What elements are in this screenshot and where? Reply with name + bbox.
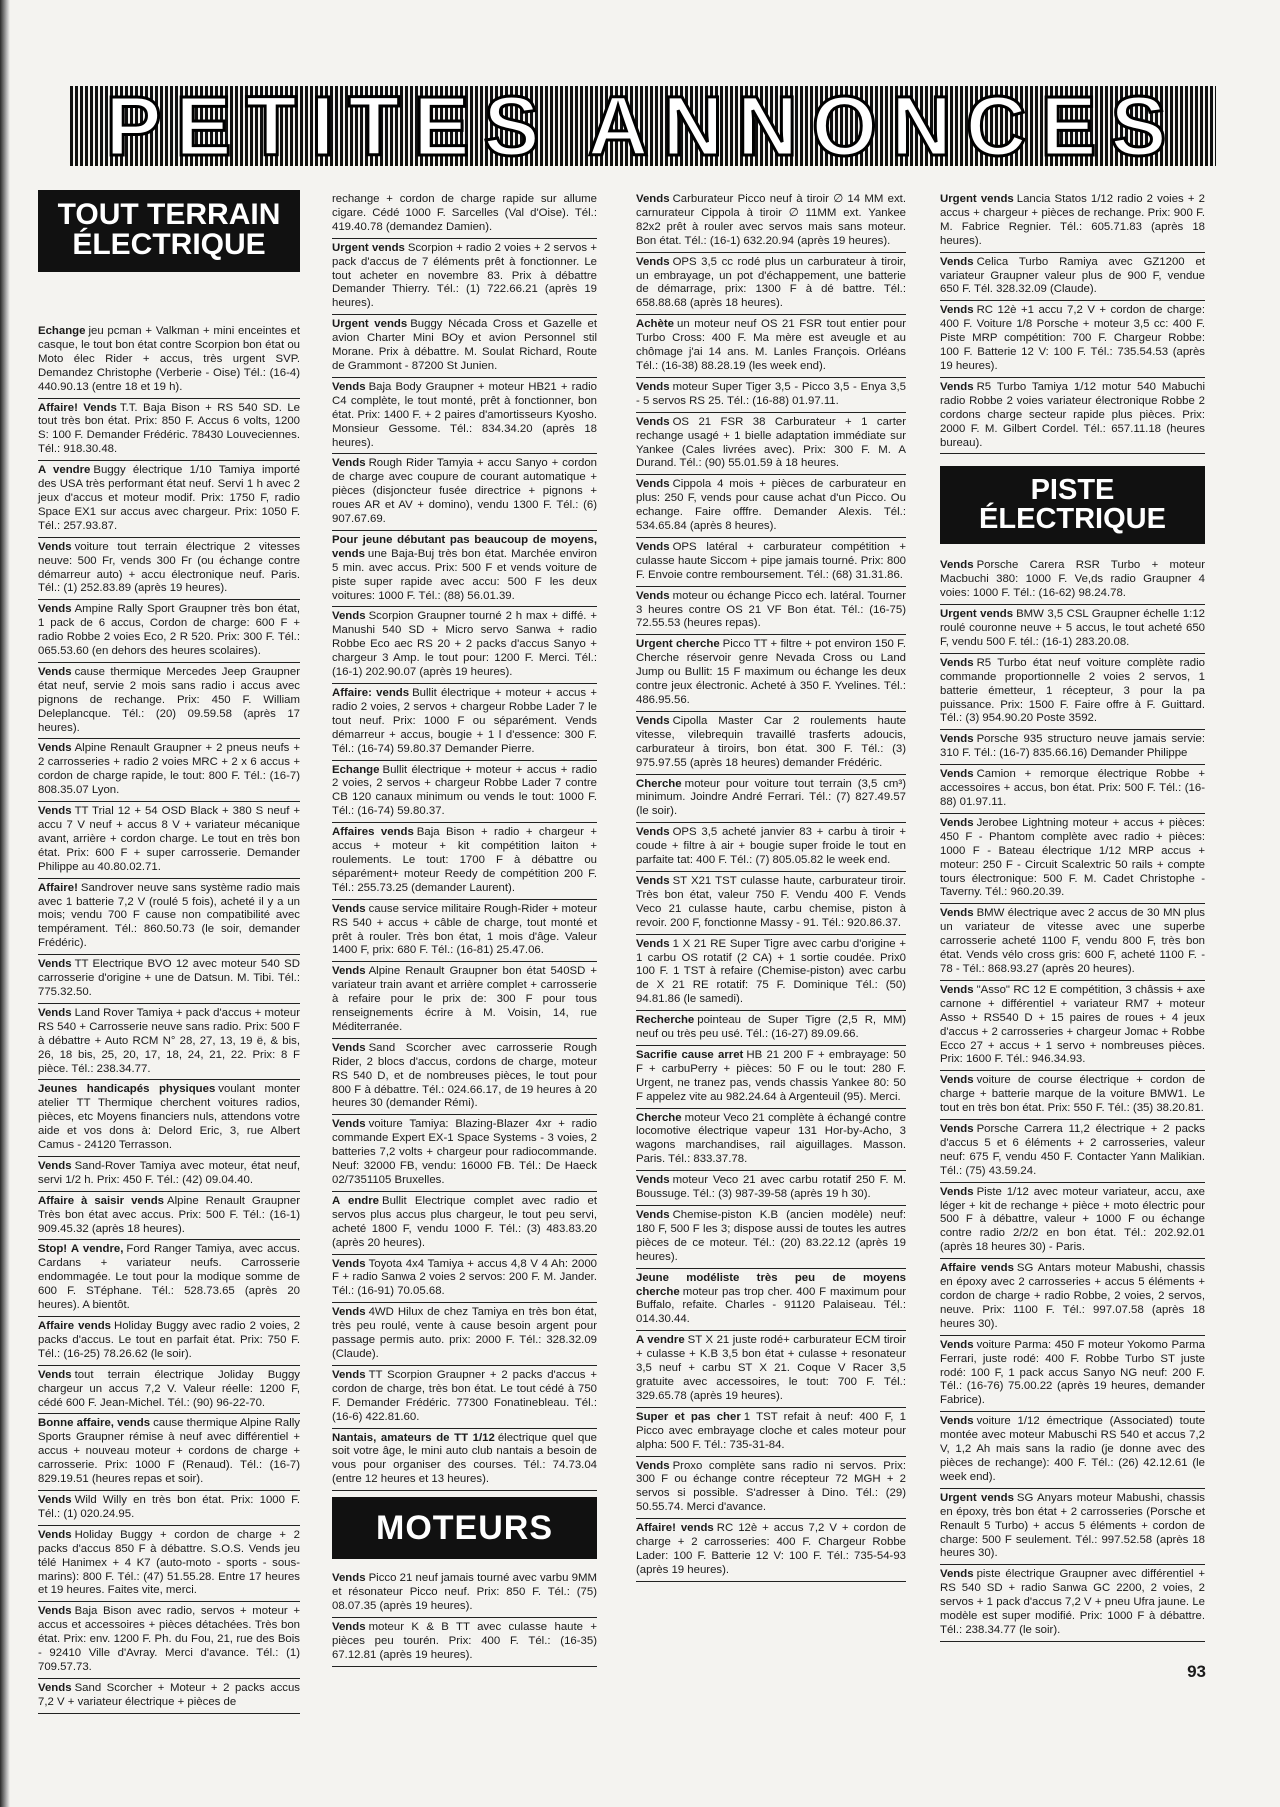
ad-text: Proxo complète sans radio ni servos. Prix: 300 F ou échange contre récepteur 72 MGH + 2 servos si possible. S'adresser à Dino. Tél.: (29) 50.55.74. Merci d'avance. bbox=[636, 1459, 906, 1514]
ad-text: jeu pcman + Valkman + mini enceintes et casque, le tout bon état contre Scorpion bon état ou Moto élec Rider + accus, très urgent SVP. Demandez Christophe (Verberie - Oise) Tél.: (16-4) 440.90.13 (entre 18 et 19 h). bbox=[38, 325, 300, 393]
ad-lead: Vends bbox=[332, 1257, 366, 1270]
ad-text: voiture tout terrain électrique 2 vitesses neuve: 500 Fr, vends 300 Fr (ou échange contre démarreur auto) + accu électronique neuf. Paris. Tél.: (1) 252.83.89 (après 19 heures). bbox=[38, 540, 300, 595]
ad-text: Alpine Renault Graupner bon état 540SD + variateur train avant et arrière complet + carrosserie à refaire pour le prix de: 300 F pour tous renseignements écrire à M. Voisin, 14, rue Méditerranée. bbox=[332, 965, 597, 1033]
classified-ad bbox=[38, 739, 300, 802]
ad-lead: Vends bbox=[940, 907, 974, 920]
ad-text: piste électrique Graupner avec différentiel + RS 540 SD + radio Sanwa GC 2200, 2 voies, 2 servos + 1 pack d'accus 7,2 V + pneu Ufra jaune. Le modèle est super modifié. Prix: 1000 F à débattre. Tél.: 238.34.77 (le soir). bbox=[940, 1568, 1205, 1636]
ad-lead: Nantais, amateurs de TT 1/12 bbox=[332, 1431, 495, 1444]
classified-ad bbox=[332, 454, 597, 531]
ad-text: BMW 3,5 CSL Graupner échelle 1:12 roulé couronne neuve + 5 accus, le tout acheté 650 F, vendu 500 F. tél.: (16-1) 283.20.08. bbox=[940, 608, 1205, 648]
ad-lead: Urgent vends bbox=[940, 193, 1014, 205]
classified-ad bbox=[332, 1618, 597, 1667]
ad-lead: Vends bbox=[940, 1415, 974, 1428]
ad-text: cause service militaire Rough-Rider + moteur RS 540 + accus + câble de charge, tout monté et prêt à rouler. Très bon état, 1 mois d'âge. Valeur 1400 F, prix: 680 F. Tél.: (16-81) 25.47.06. bbox=[332, 902, 597, 957]
ad-lead: Vends bbox=[636, 193, 670, 205]
classified-ad bbox=[636, 1206, 906, 1269]
ad-text: Cipolla Master Car 2 roulements haute vitesse, vilebrequin travaillé trasferts adoucis, carburateur à tiroirs, bon état. 300 F. Tél.: (3) 975.97.55 (après 18 heures) demander Frédéric. bbox=[636, 714, 906, 769]
ad-lead: Vends bbox=[940, 380, 974, 393]
ad-text: SG Antars moteur Mabushi, chassis en époxy avec 2 carrosseries + accus 5 éléments + cordon de charge + radio Robbe, 2 voies, 2 servos, neuve. Prix: 1100 F. Tél.: 997.07.58 (après 18 heures 30). bbox=[940, 1262, 1205, 1330]
classified-ad bbox=[38, 1526, 300, 1603]
classified-ad bbox=[38, 802, 300, 879]
ad-text: HB 21 200 F + embrayage: 50 F + carbuPerry + pièces: 50 F ou le tout: 280 F. Urgent, ne tranez pas, vends chassis Yankee 80: 50 F appelez vite au 982.24.64 à Argenteuil (95). Merci. bbox=[636, 1048, 906, 1103]
ad-text: OS 21 FSR 38 Carburateur + 1 carter rechange usagé + 1 bielle adaptation immédiate sur Yankee (Cales livrées avec). Prix: 300 F. M. A Durand. Tél.: (90) 55.01.59 à 18 heures. bbox=[636, 415, 906, 470]
classified-ad bbox=[332, 1039, 597, 1116]
classified-ad bbox=[636, 775, 906, 824]
ad-lead: Vends bbox=[332, 1620, 366, 1633]
ad-lead: Vends bbox=[38, 1493, 72, 1506]
classified-ad bbox=[38, 955, 300, 1004]
ad-text: 1 X 21 RE Super Tigre avec carbu d'origine + 1 carbu OS rotatif (2 CA) + 1 sortie coudée. Prix0 100 F. 1 TST à refaire (Chemise-piston) avec carbu de X 21 RE rotatif: 75 F. Dominique Tél.: (50) 94.81.86 (le samedi). bbox=[636, 937, 906, 1006]
ad-text: Picco 21 neuf jamais tourné avec varbu 9MM et résonateur Picco neuf. Prix: 850 F. Tél.: (75) 08.07.35 (après 19 heures). bbox=[332, 1572, 597, 1612]
ad-lead: Vends bbox=[636, 874, 670, 887]
classified-ad bbox=[636, 872, 906, 935]
ad-lead: Vends bbox=[636, 415, 670, 428]
classified-ad bbox=[332, 684, 597, 761]
ad-text: Buggy électrique 1/10 Tamiya importé des USA très performant état neuf. Servi 1 h avec 2 jeux d'accus et moteur modif. Prix: 1750 F, radio Space EX1 sur accus avec chargeur. Prix: 1050 F. Tél.: 257.93.87. bbox=[38, 464, 300, 532]
ad-text: Bullit électrique + moteur + accus + radio 2 voies, 2 servos + chargeur Robbe Lader 7 le tout neuf. Prix: 1000 F ou séparément. Vends démarreur + accus, bougie + 1 l d'essence: 300 F. Tél.: (16-74) 59.80.37 Demander Pierre. bbox=[332, 687, 597, 755]
ad-lead: Achète bbox=[636, 318, 674, 331]
classified-ad bbox=[636, 1171, 906, 1206]
ad-text: moteur pas trop cher. 400 F maximum pour Buffalo, refaite. Charles - 91120 Palaiseau. Tél.: 014.30.44. bbox=[636, 1285, 906, 1326]
classified-ad bbox=[332, 962, 597, 1039]
ad-text: Alpine Renault Graupner + 2 pneus neufs + 2 carrosseries + radio 2 voies MRC + 2 x 6 accus + cordon de charge rapide, le tout: 800 F. Tél.: (16-7) 808.35.07 Lyon. bbox=[38, 742, 300, 797]
ad-lead: Vends bbox=[636, 1174, 670, 1187]
ad-text: Lancia Statos 1/12 radio 2 voies + 2 accus + chargeur + pièces de rechange. Prix: 900 F. M. Fabrice Regnier. Tél.: 605.71.83 (après 18 heures). bbox=[940, 193, 1205, 247]
classified-ad bbox=[38, 1157, 300, 1192]
ad-lead: Vends bbox=[940, 304, 974, 317]
ad-text: OPS latéral + carburateur compétition + culasse haute Siccom + pipe jamais tourné. Prix: 800 F. Envoie contre remboursement. Tél.: (68) 31.31.86. bbox=[636, 540, 906, 581]
ad-text: Picco TT + filtre + pot environ 150 F. Cherche réservoir genre Nevada Cross ou Land Jump ou Bullit: 15 F maximum ou échange les deux contre jeux électronic. Acheté à 350 F. Yvelines. Tél.: 486.95.56. bbox=[636, 638, 906, 706]
classified-ad bbox=[332, 1255, 597, 1304]
ad-text: T.T. Baja Bison + RS 540 SD. Le tout très bon état. Prix: 850 F. Accus 6 volts, 1200 S: 100 F. Demander Frédéric. 78430 Louveciennes. Tél.: 918.30.48. bbox=[38, 401, 300, 456]
ad-lead: Jeunes handicapés physiques bbox=[38, 1083, 216, 1096]
classified-ad bbox=[38, 322, 300, 399]
classified-ad bbox=[38, 1004, 300, 1081]
ad-text: Chemise-piston K.B (ancien modèle) neuf: 180 F, 500 F les 3; dispose aussi de toutes les autres pièces de ce moteur. Tél.: (20) 83.22.12 (après 19 heures). bbox=[636, 1209, 906, 1263]
ad-text: R5 Turbo Tamiya 1/12 motur 540 Mabuchi radio Robbe 2 voies variateur électronique Robbe 2 cordons charge secteur rapide plus pièces. Prix: 2000 F. M. Gilbert Cordel. Tél.: 657.11.18 (heures bureau). bbox=[940, 380, 1205, 449]
column-1 bbox=[38, 190, 300, 1714]
ad-lead: Vends bbox=[940, 983, 974, 996]
classified-ad bbox=[940, 730, 1205, 765]
classified-ad bbox=[38, 1080, 300, 1157]
ad-list-piste bbox=[940, 556, 1205, 1641]
ad-text: Land Rover Tamiya + pack d'accus + moteur RS 540 + Carrosserie neuve sans radio. Prix: 500 F à débattre + Auto RCM N° 28, 27, 13, 19 ë, & bis, 26, 18 bis, 25, 20, 17, 18, 24, 21, 22. Prix: 8 F pièce. Tél.: 238.34.77. bbox=[38, 1006, 300, 1075]
ad-text: Porsche 935 structuro neuve jamais servie: 310 F. Tél.: (16-7) 835.66.16) Demander Philippe bbox=[940, 733, 1205, 760]
ad-text: moteur ou échange Picco ech. latéral. Tourner 3 heures contre OS 21 VF Bon état. Tél.: (16-75) 72.55.53 (heures repas). bbox=[636, 589, 906, 630]
ad-lead: Vends bbox=[332, 1368, 366, 1381]
classified-ad bbox=[332, 315, 597, 378]
classified-ad bbox=[636, 1046, 906, 1109]
classified-ad bbox=[636, 1109, 906, 1172]
classified-ad bbox=[332, 1429, 597, 1492]
classified-ad bbox=[940, 605, 1205, 654]
classified-ad bbox=[38, 1192, 300, 1241]
ad-text: moteur Super Tiger 3,5 - Picco 3,5 - Enya 3,5 - 5 servos RS 25. Tél.: (16-88) 01.97.11. bbox=[636, 380, 906, 407]
ad-text: Baja Bison + radio + chargeur + accus + moteur + kit compétition laiton + roulements. Le tout: 1700 F à débattre ou séparément+ moteur Reedy de compétition 200 F. Tél.: 255.73.25 (demander Laurent). bbox=[332, 826, 597, 894]
classified-ad bbox=[38, 1366, 300, 1415]
ad-lead: Vends bbox=[940, 1185, 974, 1198]
ad-lead: Urgent vends bbox=[940, 608, 1014, 621]
classified-ad bbox=[38, 879, 300, 956]
ad-lead: Vends bbox=[636, 937, 670, 950]
ad-lead: Affaire vends bbox=[940, 1262, 1014, 1275]
ad-text: BMW électrique avec 2 accus de 30 MN plus un variateur de vitesse avec une superbe carrosserie acheté 1100 F, vendu 800 F, très bon état. Vends vélo cross gris: 600 F, acheté 1100 F. - 78 - Tél.: 868.93.27 (après 20 heures). bbox=[940, 907, 1205, 975]
column-3 bbox=[636, 190, 906, 1582]
ad-text: cause thermique Mercedes Jeep Graupner état neuf, servie 2 mois sans radio i accus avec pignons de rechange. Prix: 450 F. William Deleplancque. Tél.: (20) 09.59.58 (après 17 heures). bbox=[38, 665, 300, 734]
column-2 bbox=[332, 190, 597, 1667]
ad-lead: Vends bbox=[38, 540, 72, 553]
classified-ad bbox=[940, 378, 1205, 455]
ad-lead: Vends bbox=[940, 1123, 974, 1136]
ad-lead: Vends bbox=[38, 1368, 72, 1381]
ad-text: un moteur neuf OS 21 FSR tout entier pour Turbo Cross: 400 F. Ma mère est aveugle et au chômage j'ai 14 ans. M. Lanles François. Orléans Tél.: (16-38) 88.28.19 (les week end). bbox=[636, 318, 906, 372]
ad-lead: Vends bbox=[636, 380, 670, 393]
classified-ad bbox=[38, 399, 300, 462]
ad-text: pointeau de Super Tigre (2,5 R, MM) neuf ou très peu usé. Tél.: (16-27) 89.09.66. bbox=[636, 1014, 906, 1041]
classified-ad bbox=[940, 1071, 1205, 1120]
classified-ad bbox=[940, 301, 1205, 378]
ad-lead: Vends bbox=[38, 1006, 72, 1019]
ad-text: voiture de course électrique + cordon de charge + batterie marque de la voiture BMW1. Le tout en très bon état. Prix: 550 F. Tél.: (35) 38.20.81. bbox=[940, 1074, 1205, 1115]
ad-lead: Vends bbox=[636, 478, 670, 491]
classified-ad bbox=[636, 413, 906, 476]
classified-ad bbox=[38, 1491, 300, 1526]
classified-ad bbox=[636, 1269, 906, 1332]
classified-ad bbox=[38, 600, 300, 663]
ad-lead: Vends bbox=[940, 733, 974, 746]
classified-ad bbox=[636, 935, 906, 1012]
classified-ad bbox=[636, 1519, 906, 1582]
ad-lead: Vends bbox=[332, 1041, 366, 1054]
ad-text: Sand Scorcher avec carrosserie Rough Rider, 2 blocs d'accus, cordons de charge, moteur RS 540 D, et de nombreuses pièces, le tout pour 800 F à débattre. Tél.: 024.66.17, de 19 heures à 20 heures 30 (demander Rémi). bbox=[332, 1041, 597, 1110]
section-header-moteurs: MOTEURS bbox=[332, 1497, 597, 1559]
classified-ad bbox=[940, 1565, 1205, 1642]
classified-ad bbox=[38, 1240, 300, 1317]
ad-lead: Vends bbox=[636, 589, 670, 602]
classified-ad bbox=[332, 1115, 597, 1192]
ad-lead: Cherche bbox=[636, 1111, 682, 1124]
ad-lead: Vends bbox=[332, 1306, 366, 1319]
ad-lead: A vendre bbox=[636, 1334, 685, 1347]
ad-text: Baja Bison avec radio, servos + moteur + accus et accessoires + pièces détachées. Très bon état. Prix: env. 1200 F. Ph. du Fou, 21, rue des Bois - 92410 Ville d'Avray. Merci d'avance. Tél.: (1) 709.57.73. bbox=[38, 1605, 300, 1673]
classified-ad bbox=[940, 1183, 1205, 1260]
ad-lead: Vends bbox=[332, 457, 366, 470]
ad-text: rechange + cordon de charge rapide sur allume cigare. Cédé 1000 F. Sarcelles (Val d'Oise). Tél.: 419.40.78 (demandez Damien). bbox=[332, 193, 597, 233]
ad-text: OPS 3,5 cc rodé plus un carburateur à tiroir, un embrayage, un pot d'échappement, une batterie de démarrage, prix: 1300 F à dé battre. Tél.: 658.88.68 (après 18 heures). bbox=[636, 255, 906, 310]
ad-lead: Vends bbox=[940, 1338, 974, 1351]
ad-lead: Cherche bbox=[636, 777, 682, 790]
ad-text: TT Trial 12 + 54 OSD Black + 380 S neuf + accu 7 V neuf + accus 8 V + variateur mécanique avant, arrière + cordon charge. Le tout en très bon état. Prix: 600 F + super carrosserie. Demander Philippe au 40.80.02.71. bbox=[38, 805, 300, 873]
ad-lead: Vends bbox=[940, 656, 974, 669]
ad-text: électrique quel que soit votre âge, le mini auto club nantais a besoin de vous pour organiser des courses. Tél.: 74.73.04 (entre 12 heures et 13 heures). bbox=[332, 1431, 597, 1486]
ad-lead: Vends bbox=[332, 610, 366, 623]
ad-text: SG Anyars moteur Mabushi, chassis en époxy, très bon état + 2 carrosseries (Porsche et Renault 5 Turbo) + accus 5 éléments + cordon de charge: 500 F seulement. Tél.: 997.52.58 (après 18 heures 30). bbox=[940, 1491, 1205, 1560]
ad-text: voiture Tamiya: Blazing-Blazer 4xr + radio commande Expert EX-1 Space Systems - 3 voies, 2 batteries 7,2 volts + chargeur pour radiocommande. Neuf: 32000 FB, vendu: 16000 FB. Tél.: De Haeck 02/7351105 Bruxelles. bbox=[332, 1118, 597, 1186]
ad-lead: Bonne affaire, vends bbox=[38, 1417, 151, 1430]
classified-ad bbox=[332, 239, 597, 316]
ad-lead: A vendre bbox=[38, 464, 91, 477]
ad-lead: Affaire: vends bbox=[332, 687, 410, 699]
ad-lead: Vends bbox=[940, 768, 974, 781]
ad-lead: Vends bbox=[940, 1074, 974, 1087]
ad-lead: Vends bbox=[940, 255, 974, 268]
ad-text: 1 TST refait à neuf: 400 F, 1 Picco avec embrayage cloche et cales moteur pour alpha: 500 F. Tél.: 735-31-84. bbox=[636, 1410, 906, 1451]
ad-lead: Urgent vends bbox=[940, 1491, 1014, 1504]
ad-text: Jerobee Lightning moteur + accus + pièces: 450 F - Phantom complète avec radio + pièces: 1000 F - Bateau électrique 1/12 MRP accus + moteur: 250 F - Circuit Scalextric 50 rails + compte tours électronique: 500 F. M. Cadet Christophe - Taverny. Tél.: 960.20.39. bbox=[940, 816, 1205, 899]
section-header-piste: PISTE ÉLECTRIQUE bbox=[940, 466, 1205, 544]
section-header-tout-terrain: TOUT TERRAIN ÉLECTRIQUE bbox=[38, 190, 300, 272]
ad-lead: Vends bbox=[332, 902, 366, 915]
ad-lead: Vends bbox=[636, 826, 670, 839]
ad-lead: Vends bbox=[636, 540, 670, 553]
ad-lead: Vends bbox=[636, 1209, 670, 1221]
ad-lead: Vends bbox=[38, 603, 72, 616]
ad-text: Piste 1/12 avec moteur variateur, accu, axe léger + kit de rechange + pièce + moto électric pour 500 F à débattre, valeur + 1000 F ou échange contre radio 2/2/2 en bon état. Tél.: 202.92.01 (après 18 heures 30) - Paris. bbox=[940, 1185, 1205, 1254]
ad-lead: Vends bbox=[38, 1605, 72, 1618]
ad-text: Scorpion + radio 2 voies + 2 servos + pack d'accus de 7 éléments prêt à fonctionner. Le tout acheter en novembre 83. Prix à débattre Demander Thierry. Tél.: (1) 722.66.21 (après 19 heures). bbox=[332, 241, 597, 310]
ad-text: moteur Veco 21 avec carbu rotatif 250 F. M. Boussuge. Tél.: (3) 987-39-58 (après 19 h 30). bbox=[636, 1174, 906, 1201]
ad-text: Ampine Rally Sport Graupner très bon état, 1 pack de 6 accus, Cordon de charge: 600 F + radio Robbe 2 voies Eco, 2 R 520. Prix: 300 F. Tél.: 065.53.60 (en dehors des heures scolaires). bbox=[38, 603, 300, 658]
ad-text: Bullit électrique + moteur + accus + radio 2 voies, 2 servos + chargeur Robbe Lader 7 contre CB 120 canaux minimum ou vends le tout: 1000 F. Tél.: (16-74) 59.80.37. bbox=[332, 763, 597, 818]
classified-ad bbox=[38, 1679, 300, 1714]
ad-text: moteur Veco 21 complète à échangé contre locomotive électrique vapeur 131 Hor-by-Acho, 3 wagons marchandises, rail aiguillages. Masson. Paris. Tél.: 833.37.78. bbox=[636, 1111, 906, 1166]
ad-text: moteur K & B TT avec culasse haute + pièces peu tourén. Prix: 400 F. Tél.: (16-35) 67.12.81 (après 19 heures). bbox=[332, 1620, 597, 1661]
ad-list-moteurs bbox=[332, 1569, 597, 1666]
ad-lead: Echange bbox=[38, 325, 86, 337]
classified-ad bbox=[940, 814, 1205, 904]
ad-text: "Asso" RC 12 E compétition, 3 châssis + axe carnone + différentiel + variateur RM7 + moteur Asso + RS540 D + 15 paires de roues + 4 jeux d'accus + 2 carrosseries + chargeur Jomac + Robbe Ecco 27 + accus + 1 servo + nombreuses pièces. Prix: 1600 F. Tél.: 946.34.93. bbox=[940, 983, 1205, 1066]
ad-text: Ford Ranger Tamiya, avec accus. Cardans + variateur neufs. Carrosserie endommagée. Le tout pour la modique somme de 600 F. STéphane. Tél.: 528.73.65 (après 20 heures). A bientôt. bbox=[38, 1243, 300, 1312]
ad-lead: Vends bbox=[940, 1568, 974, 1581]
ad-text: Holiday Buggy + cordon de charge + 2 packs d'accus 850 F à débattre. S.O.S. Vends jeu télé Hanimex + 4 K7 (auto-moto - sports - sous-marins): 800 F. Tél.: (47) 51.55.28. Entre 17 heures et 19 heures. Faites vite, merci. bbox=[38, 1528, 300, 1597]
classified-ad bbox=[38, 1602, 300, 1679]
classified-ad bbox=[940, 556, 1205, 605]
ad-lead: Vends bbox=[332, 965, 366, 978]
ad-text: voulant monter atelier TT Thermique cherchent voitures radios, pièces, etc Moyens financiers nuls, attendons votre aide et vos dons à: Delord Eric, 3, rue Albert Camus - 24120 Terrasson. bbox=[38, 1083, 300, 1152]
classified-ad bbox=[940, 1120, 1205, 1183]
ad-lead: Vends bbox=[38, 1681, 72, 1694]
ad-lead: Vends bbox=[636, 1459, 670, 1472]
ad-text: R5 Turbo état neuf voiture complète radio commande proportionnelle 2 voies 2 servos, 1 batterie émetteur, 1 récepteur, 3 pour la pa puissance. Prix: 1500 F. Faire offre à F. Guittard. Tél.: (3) 954.90.20 Poste 3592. bbox=[940, 656, 1205, 725]
classified-ad bbox=[636, 712, 906, 775]
ad-text: OPS 3,5 acheté janvier 83 + carbu à tiroir + coude + filtre à air + bougie super froide le tout en parfaite tat: 400 F. Tél.: (7) 805.05.82 le week end. bbox=[636, 826, 906, 867]
ad-lead: Vends bbox=[940, 816, 974, 829]
ad-lead: Vends bbox=[38, 805, 72, 818]
ad-list-tout-terrain-cont bbox=[332, 190, 597, 1491]
ad-text: Rough Rider Tamyia + accu Sanyo + cordon de charge avec coupure de courant automatique + pièces (disjoncteur fusée directrice + pignons + roues AR et AV + domino), vendu 1300 F. Tél.: (6) 907.67.69. bbox=[332, 457, 597, 526]
ad-lead: Sacrifie cause arret bbox=[636, 1048, 744, 1061]
ad-text: une Baja-Buj très bon état. Marchée environ 5 min. avec accus. Prix: 500 F et vends voiture de piste super rapide avec accu: 500 F les deux voitures: 1000 F. Tél.: (88) 56.01.39. bbox=[332, 547, 597, 602]
classified-ad bbox=[940, 1259, 1205, 1336]
ad-text: Wild Willy en très bon état. Prix: 1000 F. Tél.: (1) 020.24.95. bbox=[38, 1493, 300, 1520]
ad-list-moteurs-cont bbox=[636, 190, 906, 1582]
ad-lead: Urgent vends bbox=[332, 241, 405, 254]
classified-ad bbox=[940, 765, 1205, 814]
classified-ad bbox=[636, 1331, 906, 1408]
ad-text: voiture 1/12 émectrique (Associated) toute montée avec moteur Mabuschi RS 540 et accus 7,2 V, 1,2 Ah mais sans la radio (je donne avec des pièces de rechange): 400 F. Tél.: (26) 42.12.61 (le week end). bbox=[940, 1415, 1205, 1483]
ad-text: voiture Parma: 450 F moteur Yokomo Parma Ferrari, juste rodé: 400 F. Robbe Turbo ST juste rodé: 100 F, 1 pack accus Sanyo NG neuf: 200 F. Tél.: (16-76) 75.00.22 (après 19 heures, demander Fabrice). bbox=[940, 1338, 1205, 1407]
ad-lead: Urgent cherche bbox=[636, 638, 720, 651]
ad-list-tout-terrain bbox=[38, 322, 300, 1714]
ad-lead: Vends bbox=[38, 1528, 72, 1541]
ad-lead: Vends bbox=[332, 1118, 366, 1131]
ad-text: Bullit Electrique complet avec radio et servos plus accus plus chargeur, le tout peu servi, acheté 1800 F, vendu 1000 F. Tél.: (3) 483.83.20 (après 20 heures). bbox=[332, 1194, 597, 1249]
classified-ad bbox=[940, 654, 1205, 731]
classified-ad bbox=[636, 378, 906, 413]
ad-text: Sandrover neuve sans système radio mais avec 1 batterie 7,2 V (roulé 5 fois), acheté il y a un mois; vendu 700 F cause non compatibilité avec tempérament. Tél.: 860.50.73 (le soir, demander Frédéric). bbox=[38, 881, 300, 950]
classified-ad bbox=[636, 823, 906, 872]
classified-ad bbox=[38, 1317, 300, 1366]
classified-ad bbox=[940, 1336, 1205, 1413]
ad-text: tout terrain électrique Joliday Buggy chargeur un accus 7,2 V. Valeur réelle: 1200 F, cédé 600 F. Jean-Michel. Tél.: (90) 96-22-70. bbox=[38, 1368, 300, 1409]
ad-text: Alpine Renault Graupner Très bon état avec accus. Prix: 500 F. Tél.: (16-1) 909.45.32 (après 18 heures). bbox=[38, 1194, 300, 1235]
classified-ad bbox=[332, 1366, 597, 1429]
classified-ad bbox=[332, 378, 597, 455]
classified-ad bbox=[332, 823, 597, 900]
ad-text: cause thermique Alpine Rally Sports Graupner rémise à neuf avec différentiel + accus + nouveau moteur + cordons de charge + carrosserie. Prix: 1000 F (Renaud). Tél.: (16-7) 829.19.51 (heures repas et soir). bbox=[38, 1417, 300, 1486]
ad-text: ST X21 TST culasse haute, carburateur tiroir. Très bon état, valeur 750 F. Vendu 400 F. Vends Veco 21 culasse haute, carbu chemise, piston à revoir. 200 F, fonctionne Massy - 91. Tél.: 920.86.37. bbox=[636, 874, 906, 929]
ad-text: TT Electrique BVO 12 avec moteur 540 SD carrosserie d'origine + une de Datsun. M. Tibi. Tél.: 775.32.50. bbox=[38, 958, 300, 998]
ad-lead: Echange bbox=[332, 763, 380, 776]
classified-ad bbox=[940, 981, 1205, 1071]
classified-ad bbox=[38, 461, 300, 538]
classified-ad bbox=[636, 635, 906, 712]
ad-lead: Vends bbox=[332, 380, 366, 393]
classified-ad bbox=[636, 190, 906, 253]
ad-lead: Affaires vends bbox=[332, 826, 414, 839]
classified-ad bbox=[332, 1303, 597, 1366]
page-title bbox=[70, 86, 1216, 166]
ad-text: Sand-Rover Tamiya avec moteur, état neuf, servi 1/2 h. Prix: 450 F. Tél.: (42) 09.04.40. bbox=[38, 1159, 300, 1186]
ad-text: Toyota 4x4 Tamiya + accus 4,8 V 4 Ah: 2000 F + radio Sanwa 2 voies 2 servos: 200 F. M. Jander. Tél.: (16-91) 70.05.68. bbox=[332, 1257, 597, 1298]
classified-ad bbox=[332, 1192, 597, 1255]
ad-lead: Affaire! bbox=[38, 881, 78, 894]
ad-lead: Pour jeune débutant pas beaucoup de moyens, vends bbox=[332, 533, 597, 560]
ad-lead: Vends bbox=[38, 1159, 72, 1172]
ad-lead: Vends bbox=[636, 255, 670, 268]
ad-lead: Vends bbox=[332, 1572, 366, 1585]
column-4 bbox=[940, 190, 1205, 1642]
ad-text: Holiday Buggy avec radio 2 voies, 2 packs d'accus. Le tout en parfait état. Prix: 750 F. Tél.: (16-25) 78.26.62 (le soir). bbox=[38, 1320, 300, 1360]
ad-lead: Jeune modéliste très peu de moyens cherche bbox=[636, 1271, 906, 1298]
ad-text: Cippola 4 mois + pièces de carburateur en plus: 250 F, vends pour cause achat d'un Picco. Ou echange. Faire offfre. Demander Alexis. Tél.: 534.65.84 (après 8 heures). bbox=[636, 478, 906, 533]
ad-lead: Affaire! vends bbox=[636, 1522, 714, 1535]
ad-lead: Vends bbox=[636, 714, 670, 727]
classified-ad bbox=[636, 1011, 906, 1046]
ad-list-moteurs-end bbox=[940, 190, 1205, 454]
classified-ad bbox=[636, 253, 906, 316]
classified-ad bbox=[38, 663, 300, 740]
ad-lead: Recherche bbox=[636, 1014, 695, 1027]
ad-lead: Urgent vends bbox=[332, 318, 408, 331]
ad-lead: Stop! A vendre, bbox=[38, 1243, 124, 1256]
ad-text: Porsche Carrera 11,2 électrique + 2 packs d'accus 5 et 6 éléments + 2 carrosseries, valeur neuf: 675 F, vendu 450 F. Contacter Yann Malikian. Tél.: (75) 43.59.24. bbox=[940, 1123, 1205, 1177]
ad-text: Celica Turbo Ramiya avec GZ1200 et variateur Graupner valeur plus de 900 F, vendue 650 F. Tél. 328.32.09 (Claude). bbox=[940, 255, 1205, 296]
classified-ad bbox=[940, 190, 1205, 253]
ad-text: RC 12è +1 accu 7,2 V + cordon de charge: 400 F. Voiture 1/8 Porsche + moteur 3,5 cc: 400 F. Piste MRP compétition: 700 F. Chargeur Robbe: 100 F. Batterie 12 V: 100 F. Tél.: 735.54.53 (après 19 heures). bbox=[940, 304, 1205, 372]
classified-ad bbox=[332, 190, 597, 239]
classified-ad bbox=[636, 315, 906, 378]
classified-ad bbox=[332, 761, 597, 824]
ad-lead: Affaire! Vends bbox=[38, 401, 117, 414]
ad-lead: Vends bbox=[38, 958, 72, 971]
classified-ad bbox=[332, 531, 597, 608]
classified-ad bbox=[940, 1489, 1205, 1566]
classified-ad bbox=[636, 587, 906, 636]
ad-text: TT Scorpion Graupner + 2 packs d'accus + cordon de charge, très bon état. Le tout cédé à 750 F. Demander Frédéric. 77300 Fonatinebleau. Tél.: (16-6) 422.81.60. bbox=[332, 1368, 597, 1423]
classified-ad bbox=[332, 900, 597, 963]
page-binding-edge bbox=[0, 0, 10, 1807]
ad-lead: Affaire à saisir vends bbox=[38, 1194, 165, 1207]
classified-ad bbox=[940, 1412, 1205, 1489]
ad-text: Buggy Nécada Cross et Gazelle et avion Charter Mini BOy et avion Personnel stil Morane. Prix à débattre. M. Soulat Richard, Route de Grammont - 87200 St Junien. bbox=[332, 318, 597, 372]
ad-lead: Vends bbox=[38, 665, 72, 678]
classified-ad bbox=[332, 1569, 597, 1618]
classified-ad bbox=[636, 538, 906, 587]
classified-ad bbox=[636, 1408, 906, 1457]
ad-lead: Super et pas cher bbox=[636, 1410, 741, 1423]
page-number: 93 bbox=[1187, 1662, 1206, 1681]
ad-lead: Vends bbox=[38, 742, 72, 755]
classified-ad bbox=[636, 475, 906, 538]
ad-lead: Affaire vends bbox=[38, 1320, 111, 1332]
ad-text: 4WD Hilux de chez Tamiya en très bon état, très peu roulé, vente à cause besoin argent pour passage permis auto. prix: 2000 F. Tél.: 328.32.09 (Claude). bbox=[332, 1306, 597, 1360]
classified-ad bbox=[940, 253, 1205, 302]
page-title-text: PETITES ANNONCES bbox=[105, 86, 1181, 166]
ad-text: Sand Scorcher + Moteur + 2 packs accus 7,2 V + variateur électrique + pièces de bbox=[38, 1681, 300, 1708]
ad-text: ST X 21 juste rodé+ carburateur ECM tiroir + culasse + K.B 3,5 bon état + culasse + resonateur 3,5 neuf + carbu ST X 21. Coque V Racer 3,5 gratuite avec accessoires, le tout: 700 F. Tél.: 329.65.78 (après 19 heures). bbox=[636, 1334, 906, 1402]
classified-ad bbox=[38, 538, 300, 601]
ad-lead: A endre bbox=[332, 1194, 379, 1207]
ad-text: Scorpion Graupner tourné 2 h max + diffé. + Manushi 540 SD + Micro servo Sanwa + radio Robbe Eco aec RS 20 + 2 packs d'accus Sanyo + chargeur 3 Amp. le tout pour: 1200 F. Merci. Tél.: (16-1) 202.90.07 (après 19 heures). bbox=[332, 610, 597, 679]
ad-text: moteur pour voiture tout terrain (3,5 cm³) minimum. Joindre André Ferrari. Tél.: (7) 827.49.57 (le soir). bbox=[636, 777, 906, 818]
ad-text: Baja Body Graupner + moteur HB21 + radio C4 complète, le tout monté, prêt à fonctionner, bon état. Prix: 1400 F. + 2 paires d'amortisseurs Kyosho. Monsieur Gessome. Tél.: 834.34.20 (après 18 heures). bbox=[332, 380, 597, 449]
ad-text: Porsche Carera RSR Turbo + moteur Macbuchi 380: 1000 F. Ve,ds radio Graupner 4 voies: 1000 F. Tél.: (16-62) 98.24.78. bbox=[940, 559, 1205, 600]
ad-text: Camion + remorque électrique Robbe + accessoires + accus, bon état. Prix: 500 F. Tél.: (16-88) 01.97.11. bbox=[940, 768, 1205, 808]
classified-ad bbox=[636, 1457, 906, 1520]
classified-ad bbox=[38, 1414, 300, 1491]
classified-ad bbox=[940, 904, 1205, 981]
classified-ad bbox=[332, 607, 597, 684]
ad-lead: Vends bbox=[940, 559, 974, 572]
ad-text: Carburateur Picco neuf à tiroir ∅ 14 MM ext. carnurateur Cippola à tiroir ∅ 11MM ext. Yankee 82x2 prêt à rouler avec servos mais sans moteur. Bon état. Tél.: (16-1) 632.20.94 (après 19 heures). bbox=[636, 193, 906, 247]
ad-text: RC 12è + accus 7,2 V + cordon de charge + 2 carrosseries: 400 F. Chargeur Robbe Lader: 100 F. Batterie 12 V: 100 F. Tél.: 735-54-93 (après 19 heures). bbox=[636, 1522, 906, 1576]
